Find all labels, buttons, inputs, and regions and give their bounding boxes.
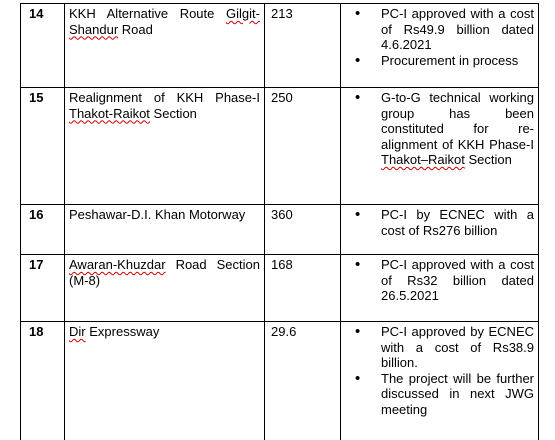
- route-name: KKH Alternative Route Gilgit-Shandur Road: [65, 4, 265, 88]
- status-cell: [341, 205, 539, 255]
- projects-table: [20, 3, 539, 440]
- status-cell: [341, 255, 539, 322]
- status-bullet: • PC-I approved with a cost of Rs49.9 billion dated 4.6.2021: [353, 6, 534, 53]
- row-number: 18: [21, 322, 65, 440]
- status-bullet: • The project will be further discussed in next JWG meeting: [353, 371, 534, 418]
- route-length: 360: [265, 205, 341, 255]
- route-length: 213: [265, 4, 341, 88]
- table-row: [21, 205, 539, 255]
- table-row: [21, 322, 539, 440]
- status-bullet: • PC-I approved by ECNEC with a cost of Rs38.9 billion.: [353, 324, 534, 371]
- status-bullet: • G-to-G technical working group has been constituted for re-alignment of KKH Phase-I Thakot–Raikot Section: [353, 90, 534, 168]
- route-name: Realignment of KKH Phase-I Thakot-Raikot Section: [65, 88, 265, 205]
- status-bullet: • Procurement in process: [353, 53, 534, 69]
- route-name: Awaran-Khuzdar Road Section (M-8): [65, 255, 265, 322]
- route-name: Dir Expressway: [65, 322, 265, 440]
- row-number: 15: [21, 88, 65, 205]
- row-number: 17: [21, 255, 65, 322]
- table-row: [21, 4, 539, 88]
- route-name: Peshawar-D.I. Khan Motorway: [65, 205, 265, 255]
- status-cell: [341, 4, 539, 88]
- route-length: 250: [265, 88, 341, 205]
- row-number: 14: [21, 4, 65, 88]
- status-bullet: • PC-I by ECNEC with a cost of Rs276 billion: [353, 207, 534, 238]
- table-row: [21, 255, 539, 322]
- status-bullet: • PC-I approved with a cost of Rs32 billion dated 26.5.2021: [353, 257, 534, 304]
- route-length: 29.6: [265, 322, 341, 440]
- route-length: 168: [265, 255, 341, 322]
- status-cell: [341, 322, 539, 440]
- table-row: [21, 88, 539, 205]
- status-cell: [341, 88, 539, 205]
- row-number: 16: [21, 205, 65, 255]
